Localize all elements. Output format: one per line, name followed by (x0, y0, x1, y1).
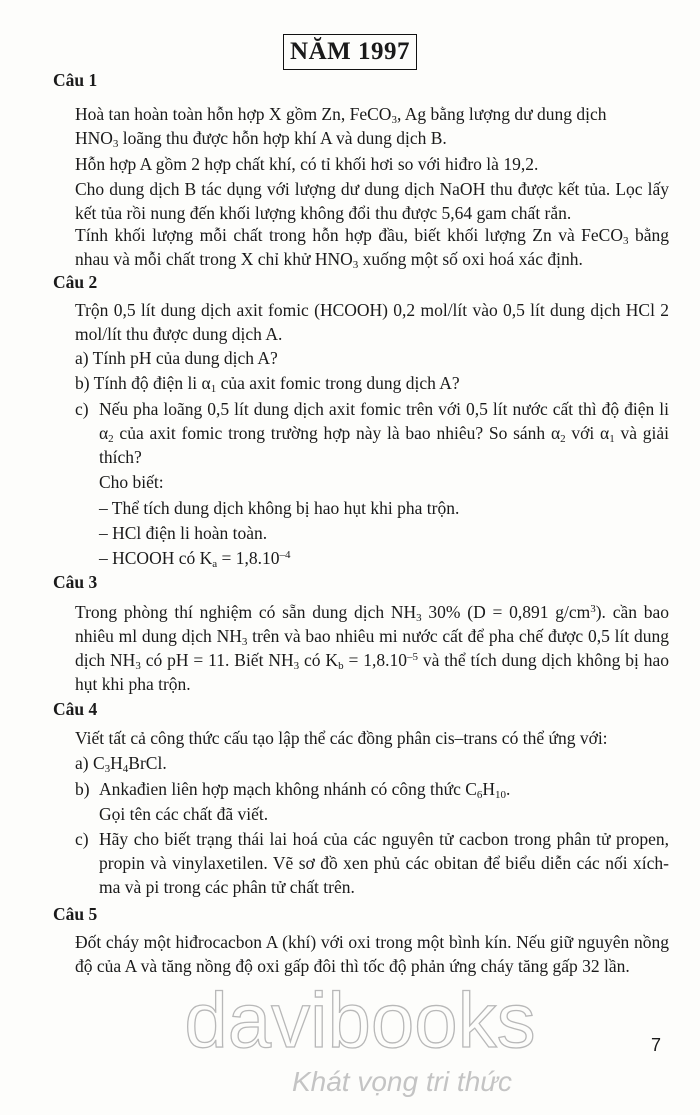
q4-part-a: a) $C_3H_4BrCl$. (75, 753, 167, 775)
page-number: 7 (651, 1035, 662, 1055)
q2-given-2: – HCl điện li hoàn toàn. (99, 523, 268, 543)
q4-intro: Viết tất cả công thức cấu tạo lập thể các đồng phân cis–trans có thể ứng với: (75, 728, 608, 748)
q4-part-b-note: Gọi tên các chất đã viết. (99, 804, 269, 824)
q2-given: Cho biết: (99, 472, 164, 492)
question-3-heading: Câu 3 (53, 572, 98, 592)
q2-part-c: Nếu pha loãng 0,5 lít dung dịch axit fomic trên với 0,5 lít nước cất thì độ điện li $\alpha_2$ của axit fomic trong trường hợp này là bao nhiêu? So sánh $\alpha_2$ với $\alpha_1$ và giải thích? (99, 399, 669, 467)
q2-part-b: b) Tính độ điện li $\alpha_1$ của axit fomic trong dung dịch A? (75, 373, 460, 395)
question-4-heading: Câu 4 (53, 699, 98, 719)
q5-text: Đốt cháy một hiđrocacbon A (khí) với oxi trong một bình kín. Nếu giữ nguyên nồng độ của A và tăng nồng độ oxi gấp đôi thì tốc độ phản ứng cháy tăng gấp 32 lần. (75, 932, 669, 976)
watermark-brand: davibooks (184, 985, 536, 1064)
page-title-box (0, 34, 700, 70)
question-5-heading: Câu 5 (53, 904, 98, 924)
q4-part-c: Hãy cho biết trạng thái lai hoá của các nguyên tử cacbon trong phân tử propen, propin và vinylaxetilen. Vẽ sơ đồ xen phủ các obitan để biểu diễn các nối xích-ma và pi trong các phân tử chất trên. (99, 829, 669, 897)
q2-part-c-label: c) (75, 399, 89, 419)
question-2-heading: Câu 2 (53, 272, 98, 292)
watermark-slogan: Khát vọng tri thức (291, 1066, 513, 1097)
q2-intro: Trộn 0,5 lít dung dịch axit fomic (HCOOH) 0,2 mol/lít vào 0,5 lít dung dịch HCl 2 mol/lít thu được dung dịch A. (75, 300, 669, 344)
page-title: NĂM 1997 (283, 34, 417, 70)
davibooks-watermark (140, 985, 580, 1100)
q1-text-1: Hoà tan hoàn toàn hỗn hợp X gồm Zn, FeCO$_3$, Ag bằng lượng dư dung dịch $HNO_3$ loãng thu được hỗn hợp khí A và dung dịch B. (75, 104, 607, 150)
q4-part-c-label: c) (75, 829, 89, 849)
q2-part-a: a) Tính pH của dung dịch A? (75, 348, 278, 368)
q2-given-1: – Thể tích dung dịch không bị hao hụt khi pha trộn. (99, 498, 460, 518)
question-1-heading: Câu 1 (53, 70, 98, 90)
q4-part-b-label: b) (75, 779, 90, 799)
q3-text: Trong phòng thí nghiệm có sẵn dung dịch $NH_3$ 30% (D = 0,891 $g/cm^3$). cần bao nhiêu ml dung dịch $NH_3$ trên và bao nhiêu mi nước cất để pha chế được 0,5 lít dung dịch $NH_3$ có pH = 11. Biết $NH_3$ có $K_b = 1,8.10^{-5}$ và thể tích dung dịch không bị hao hụt khi pha trộn. (75, 602, 670, 694)
q2-given-3: – HCOOH có $K_a = 1,8.10^{-4}$ (99, 548, 291, 570)
q1-text-3: Cho dung dịch B tác dụng với lượng dư dung dịch NaOH thu được kết tủa. Lọc lấy kết tủa rồi nung đến khối lượng không đổi thu được 5,64 gam chất rắn. (75, 179, 669, 223)
q1-text-2: Hỗn hợp A gồm 2 hợp chất khí, có tỉ khối hơi so với hiđro là 19,2. (75, 154, 539, 174)
q1-text-4: Tính khối lượng mỗi chất trong hỗn hợp đầu, biết khối lượng Zn và FeCO$_3$ bằng nhau và mỗi chất trong X chỉ khử $HNO_3$ xuống một số oxi hoá xác định. (75, 225, 669, 271)
q4-part-b: Ankađien liên hợp mạch không nhánh có công thức $C_6H_{10}$. (99, 779, 511, 801)
